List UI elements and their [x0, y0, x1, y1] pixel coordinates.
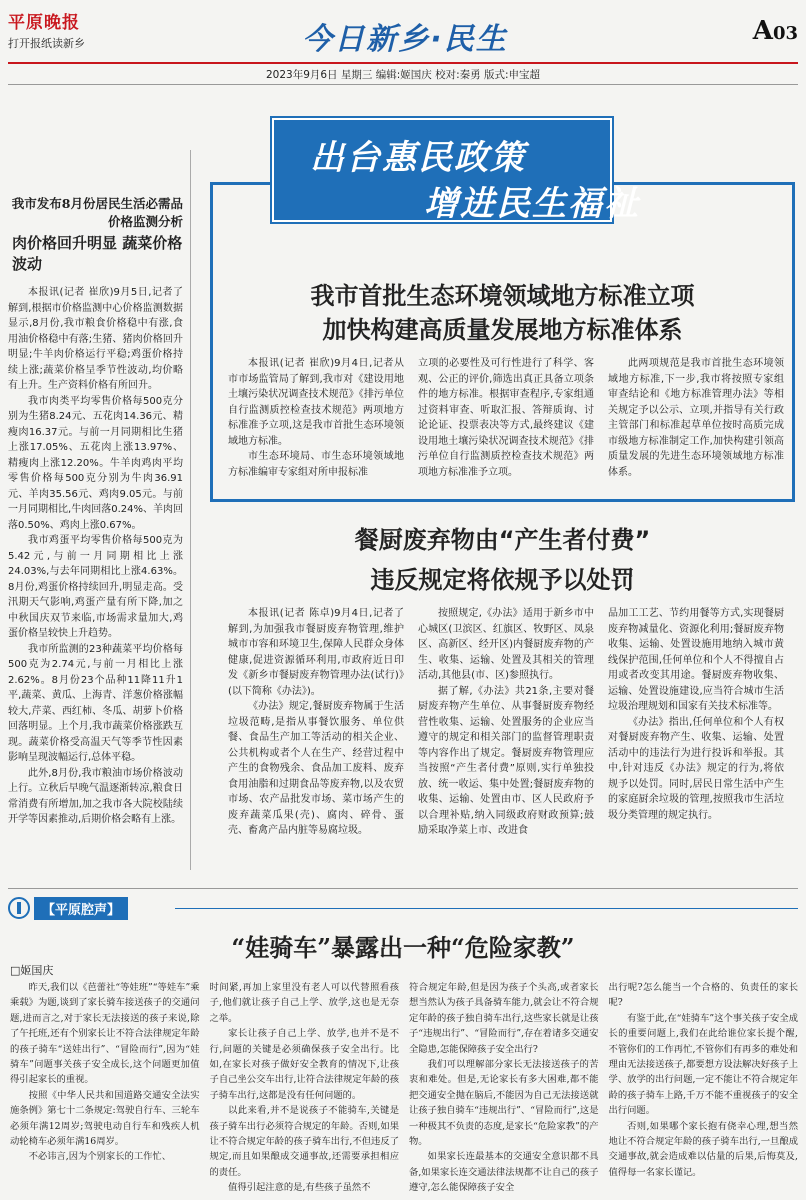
paper-logo	[8, 8, 118, 50]
article1-body	[228, 356, 784, 480]
paragraph: 市生态环境局、市生态环境领域地方标准编审专家组对所申报标准	[228, 451, 404, 478]
paragraph: 此外,8月份,我市粮油市场价格波动上行。立秋后早晚气温逐渐转凉,粮食日常消费有所增加,加之我市各大院校陆续开学等因素推动,后期价格会略有上涨。	[8, 767, 183, 825]
opinion-col-1	[10, 980, 200, 1196]
opinion-byline: □姬国庆	[10, 964, 54, 977]
paragraph: 时间紧,再加上家里没有老人可以代替照看孩子,他们就让孩子自己上学、放学,这也是无奈之举。	[209, 982, 399, 1024]
paragraph: 本报讯(记者 崔欣)9月4日,记者从市市场监管局了解到,我市对《建设用地土壤污染状况调查技术规范》《排污单位自行监测质控检查技术规范》两项地方标准准予立项,这是我市首批生态环境领域地方标准。	[228, 358, 404, 447]
page-digits: 03	[772, 23, 798, 44]
article1-headline-2: 加快构建高质量发展地方标准体系	[322, 316, 683, 344]
opinion-rule	[8, 888, 798, 889]
opinion-body	[10, 980, 798, 1196]
paragraph: 立项的必要性及可行性进行了科学、客观、公正的评价,筛选出真正具备立项条件的地方标准。根据审查程序,专家组通过资料审查、听取汇报、答辩质询、讨论论证、投票表决等方式,最终建议《建设用地土壤污染状况调查技术规范》《排污单位自行监测质控检查技术规范》两项地方标准准予立项。	[418, 358, 594, 478]
paragraph: 不必讳言,因为个别家长的工作忙、	[28, 1151, 172, 1163]
opinion-col-4	[609, 980, 799, 1196]
article2-headline-2: 违反规定将依规予以处罚	[370, 566, 635, 594]
paragraph: 按照《中华人民共和国道路交通安全法实施条例》第七十二条规定:驾驶自行车、三轮车必须年满12周岁;驾驶电动自行车和残疾人机动轮椅车必须年满16周岁。	[10, 1089, 200, 1148]
dateline-rule	[8, 84, 798, 85]
feature-frame-top-left	[210, 182, 274, 185]
article1-headline-1: 我市首批生态环境领域地方标准立项	[310, 282, 695, 310]
paragraph: 我市所监测的23种蔬菜平均价格每500克为2.74元,与前一月相比上涨2.62%。8月份23个品种11降11升1平,蔬菜、黄瓜、上海青、洋葱价格涨幅较大,芹菜、西红柿、冬瓜、胡萝卜价格回落明显。上个月,我市蔬菜价格涨跌互现。蔬菜价格受高温天气等季节性因素影响呈现波幅运行,总体平稳。	[8, 643, 183, 763]
left-article	[8, 195, 183, 828]
paragraph: 家长让孩子自己上学、放学,也并不是不行,问题的关键是必须确保孩子安全出行。比如,在家长对孩子做好安全教育的情况下,让孩子自己坐公交车出行,让符合法律规定年龄的孩子骑车出行,这都是没有任何问题的。	[209, 1028, 399, 1101]
paragraph: 本报讯(记者 陈卓)9月4日,记者了解到,为加强我市餐厨废弃物管理,维护城市市容和环境卫生,保障人民群众身体健康,促进资源循环利用,市政府近日印发《新乡市餐厨废弃物管理办法(试行)》(以下简称《办法》)。	[228, 608, 404, 697]
paragraph: 以此来看,并不是说孩子不能骑车,关键是孩子骑车出行必须符合规定的年龄。否则,如果让不符合规定年龄的孩子骑车出行,不但违反了规定,而且如果酿成交通事故,还需要承担相应的责任。	[209, 1105, 399, 1178]
paragraph: 否则,如果哪个家长抱有侥幸心理,想当然地让不符合规定年龄的孩子骑车出行,一旦酿成交通事故,就会造成难以估量的后果,后悔莫及,值得每一名家长谨记。	[608, 1120, 798, 1178]
column-divider	[190, 150, 191, 870]
opinion-col-3	[409, 980, 599, 1196]
paragraph: 我市鸡蛋平均零售价格每500克为5.42元,与前一月同期相比上涨24.03%,与去年同期相比上涨4.63%。8月份,鸡蛋价格持续回升,明显走高。受汛期天气影响,鸡蛋产量有所下降,加之中秋国庆双节来临,市场需求量加大,鸡蛋价格呈较快上升趋势。	[8, 535, 183, 639]
paragraph: 品加工工艺、节约用餐等方式,实现餐厨废弃物减量化、资源化利用;餐厨废弃物收集、运输、处置设施用地纳入城市黄线保护范围,任何单位和个人不得擅自占用或者改变其用途。餐厨废弃物收集、运输、处置设施建设,应当符合城市生活垃圾治理规划和国家有关技术标准等。	[608, 608, 784, 712]
paragraph: 我们可以理解部分家长无法接送孩子的苦衷和难处。但是,无论家长有多大困难,都不能把交通安全抛在脑后,不能因为自己无法接送就让孩子独自骑车“违规出行”、“冒险而行”,这是一种极其不负责的态度,是家长“危险家教”的产物。	[409, 1059, 599, 1148]
paragraph: 如果家长连最基本的交通安全意识都不具备,如果家长连交通法律法规都不让自己的孩子遵守,怎么能保障孩子安全	[409, 1151, 599, 1194]
paragraph: 符合规定年龄,但是因为孩子个头高,或者家长想当然认为孩子具备骑车能力,就会让不符合规定年龄的孩子独自骑车出行,这些家长就是让孩子“违规出行”、“冒险而行”,存在着诸多交通安全隐患,怎能保障孩子安全出行?	[409, 982, 599, 1055]
paragraph: 昨天,我们以《芭蕾社“等娃班”“等娃车”乘乘载》为题,谈到了家长骑车接送孩子的交通问题,进而言之,对于家长无法接送的孩子来说,除了午托班,还有个别家长让不符合法律规定年龄的孩子骑车“送娃出行”、“冒险而行”,因为“娃骑车”问题事关孩子安全成长,这个问题更加值得引起家长的重视。	[10, 982, 200, 1086]
article2-col-1	[228, 606, 404, 839]
banner-line-1: 出台惠民政策	[310, 138, 526, 178]
article1-col-2	[418, 356, 594, 480]
page-number	[753, 16, 798, 46]
column-icon	[8, 897, 30, 919]
banner-line-2: 增进民生福祉	[424, 184, 640, 224]
paragraph: 《办法》指出,任何单位和个人有权对餐厨废弃物产生、收集、运输、处置活动中的违法行为进行投诉和举报。其中,针对违反《办法》规定的行为,将依规予以处罚。同时,居民日常生活中产生的家庭厨余垃圾的管理,按照我市生活垃圾分类管理的规定执行。	[608, 716, 784, 821]
masthead-rule	[8, 62, 798, 64]
opinion-title: “娃骑车”暴露出一种“危险家教”	[231, 933, 575, 962]
column-tag-line	[175, 908, 798, 909]
section-title: 今日新乡·民生	[302, 22, 508, 57]
article1-col-3	[608, 356, 784, 480]
paragraph: 有鉴于此,在“娃骑车”这个事关孩子安全成长的重要问题上,我们在此给谁位家长提个醒,不管你们的工作再忙,不管你们有再多的难处和理由无法接送孩子,都要想方设法解决好孩子上学、放学的出行问题,一定不能让不符合规定年龄的孩子骑车上路,千万不能不重视孩子的安全出行问题。	[608, 1012, 798, 1117]
paragraph: 《办法》规定,餐厨废弃物属于生活垃圾范畴,是指从事餐饮服务、单位供餐、食品生产加工等活动的相关企业、公共机构或者个人在生产、经营过程中产生的食物残余、食品加工废料、废弃食用油脂和过期食品等废弃物,以及农贸市场、农产品批发市场、菜市场产生的废弃蔬菜瓜果(壳)、腐肉、碎骨、蛋壳、畜禽产品内脏等易腐垃圾。	[228, 701, 404, 836]
paragraph: 按照规定,《办法》适用于新乡市中心城区(卫滨区、红旗区、牧野区、凤泉区、高新区、经开区)内餐厨废弃物的产生、收集、运输、处置及其相关的管理活动,其他县(市、区)参照执行。	[418, 608, 594, 681]
article1-col-1	[228, 356, 404, 480]
feature-banner	[272, 118, 640, 224]
page-letter: A	[752, 16, 773, 46]
column-label: 【平原腔声】	[34, 897, 128, 920]
article2-col-3	[608, 606, 784, 839]
paragraph: 值得引起注意的是,有些孩子虽然不	[228, 1182, 371, 1194]
article2-body	[228, 606, 784, 839]
column-tag	[8, 896, 128, 920]
paper-name: 平原晚报	[8, 13, 80, 33]
paragraph: 本报讯(记者 崔欣)9月5日,记者了解到,根据市价格监测中心价格监测数据显示,8月份,我市粮食价格稳中有涨,食用油价格稳中有落;生猪、猪肉价格回升明显;牛羊肉价格运行平稳;鸡蛋价格持续上涨;蔬菜价格呈季节性波动,均价略有上升。生产资料价格有所回升。	[8, 287, 183, 391]
paragraph: 我市肉类平均零售价格每500克分别为生猪8.24元、五花肉14.36元、精瘦肉16.37元。与前一月同期相比生猪上涨17.05%、五花肉上涨13.97%、精瘦肉上涨12.20%。牛羊肉鸡肉平均零售价格每500克分别为牛肉36.91元、羊肉35.56元、鸡肉9.05元。与前一月同期相比,牛肉回落0.24%、羊肉回落0.50%、鸡肉上涨0.67%。	[8, 395, 183, 531]
article2-col-2	[418, 606, 594, 839]
left-article-headline: 肉价格回升明显 蔬菜价格波动	[12, 234, 183, 273]
opinion-col-2	[210, 980, 400, 1196]
dateline: 2023年9月6日 星期三 编辑:姬国庆 校对:秦勇 版式:申宝超	[265, 69, 541, 81]
paragraph: 据了解,《办法》共21条,主要对餐厨废弃物产生单位、从事餐厨废弃物经营性收集、运输、处置服务的企业应当遵守的规定和相关部门的监督管理职责等内容作出了规定。餐厨废弃物管理应当按照“产生者付费”原则,实行单独投放、统一收运、集中处置;餐厨废弃物的收集、运输、处置由市、区人民政府予以合理补贴,纳入同级政府财政预算;鼓励采取净菜上市、改进食	[418, 685, 594, 836]
paragraph: 此两项规范是我市首批生态环境领域地方标准,下一步,我市将按照专家组审查结论和《地方标准管理办法》等相关规定予以公示、立项,并指导有关行政主管部门和标准起草单位按时高质完成市级地方标准制定工作,加快构建引领高质量发展的先进生态环境领域地方标准体系。	[608, 358, 784, 478]
left-article-body	[8, 285, 183, 828]
paper-slogan: 打开报纸读新乡	[8, 37, 85, 50]
left-article-subhead: 我市发布8月份居民生活必需品价格监测分析	[11, 196, 183, 229]
paragraph: 出行呢?怎么能当一个合格的、负责任的家长呢?	[608, 982, 798, 1009]
article2-headline-1: 餐厨废弃物由“产生者付费”	[354, 526, 651, 554]
